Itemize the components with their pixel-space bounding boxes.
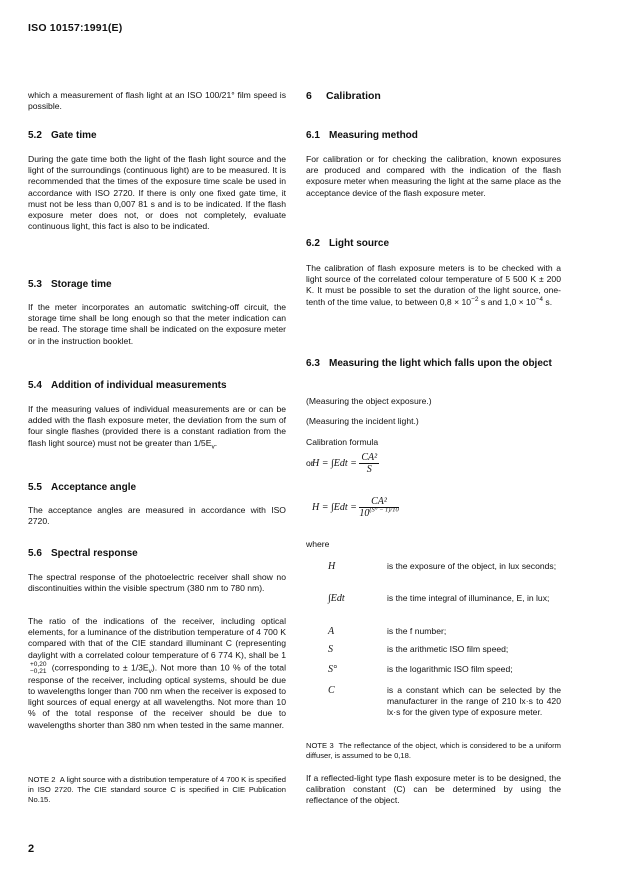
spectral-paragraph-1: The spectral response of the photoelectric receiver shall show no discontinuities within the visible spectrum (380 nm to 780 nm). xyxy=(28,572,286,594)
formula-2: H = ∫Edt = $\frac{\text{CA²}}{10^{(S^\circ - 1)/10}}$ xyxy=(312,496,399,519)
or-label: or xyxy=(306,458,314,468)
storage-time-paragraph: If the meter incorporates an automatic switching-off circuit, the storage time shall be long enough so that the meter indication can be read. The storage time shall be indicated on the exposure meter or in the instruction booklet. xyxy=(28,302,286,346)
heading-5-6: 5.6 Spectral response xyxy=(28,548,138,559)
tolerance-value: 1 +0,20 −0,21 xyxy=(30,649,286,675)
intro-paragraph: which a measurement of flash light at an ISO 100/21° film speed is possible. xyxy=(28,90,286,112)
incident-light-text: (Measuring the incident light.) xyxy=(306,416,419,426)
note-3: NOTE 3 The reflectance of the object, which is considered to be a uniform diffuser, is assumed to be 0,18. xyxy=(306,741,561,760)
heading-5-3: 5.3 Storage time xyxy=(28,279,112,290)
page-number: 2 xyxy=(28,843,35,855)
heading-6-3: 6.3 Measuring the light which falls upon the object xyxy=(306,358,552,369)
standard-header: ISO 10157:1991(E) xyxy=(28,22,123,34)
heading-5-2: 5.2 Gate time xyxy=(28,130,97,141)
spectral-paragraph-2: The ratio of the indications of the receiver, including optical elements, for a luminance of the distribution temperature of 4 700 K compared with that of the CIE standard illuminant C (representing daylight with a correlated colour temperature of 6 774 K), shall be 1 +0,20 −0,21 (corresponding to ± $1/3E_v$). Not more than 10 % of the total response of the receiver, including optical systems, should be due to wavelengths longer than 700 nm when the receiver is exposed to light sources of equal energy at all wavelengths. Not more than 10 % of the total response of the receiver should be due to wavelengths shorter than 380 nm when tested in the same manner. xyxy=(28,616,286,730)
measuring-method-paragraph: For calibration or for checking the calibration, known exposures are produced and compared with the indication of the flash exposure meter when measuring the light at the same place as the acceptance device of the flash exposure meter. xyxy=(306,154,561,198)
formula-1: H = ∫Edt = $\frac{\text{CA²}}{S}$ xyxy=(312,452,378,475)
gate-time-paragraph: During the gate time both the light of the flash light source and the light of the surroundings (continuous light) are to be measured. It is recommended that the times of the exposure time scale be used in accordance with ISO 2720. If there is only one fixed gate time, it must not be less than 0,007 81 s and is to be indicated. If the flash exposure meter does not, or does not completely, evaluate continuous light, this fact is also to be indicated. xyxy=(28,154,286,232)
acceptance-angle-paragraph: The acceptance angles are measured in accordance with ISO 2720. xyxy=(28,505,286,527)
heading-6: 6 Calibration xyxy=(306,90,381,102)
heading-5-4: 5.4 Addition of individual measurements xyxy=(28,380,227,391)
heading-5-5: 5.5 Acceptance angle xyxy=(28,482,137,493)
object-exposure-text: (Measuring the object exposure.) xyxy=(306,396,432,406)
note-2: NOTE 2 A light source with a distribution temperature of 4 700 K is specified in ISO 2720. The CIE standard source C is specified in CIE Publication No.15. xyxy=(28,775,286,804)
calibration-formula-label: Calibration formula xyxy=(306,437,379,447)
heading-6-2: 6.2 Light source xyxy=(306,238,390,249)
heading-6-1: 6.1 Measuring method xyxy=(306,130,418,141)
reflected-light-paragraph: If a reflected-light type flash exposure meter is to be designed, the calibration constant (C) can be determined by using the reflectance of the object. xyxy=(306,773,561,806)
addition-paragraph: If the measuring values of individual measurements are or can be added with the flash exposure meter, the deviation from the sum of four single flashes (provided there is a constant radiation from the flash light source) must not be greater than $1/5E_v$. xyxy=(28,404,286,451)
light-source-paragraph: The calibration of flash exposure meters is to be checked with a light source of the correlated colour temperature of 5 500 K ± 200 K. It must be possible to set the duration of the light source, one-tenth of the time value, to between $0,8 \times 10^{-2}$ s and $1,0 \times 10^{-4}$ s. xyxy=(306,263,561,307)
where-label: where xyxy=(306,539,330,549)
